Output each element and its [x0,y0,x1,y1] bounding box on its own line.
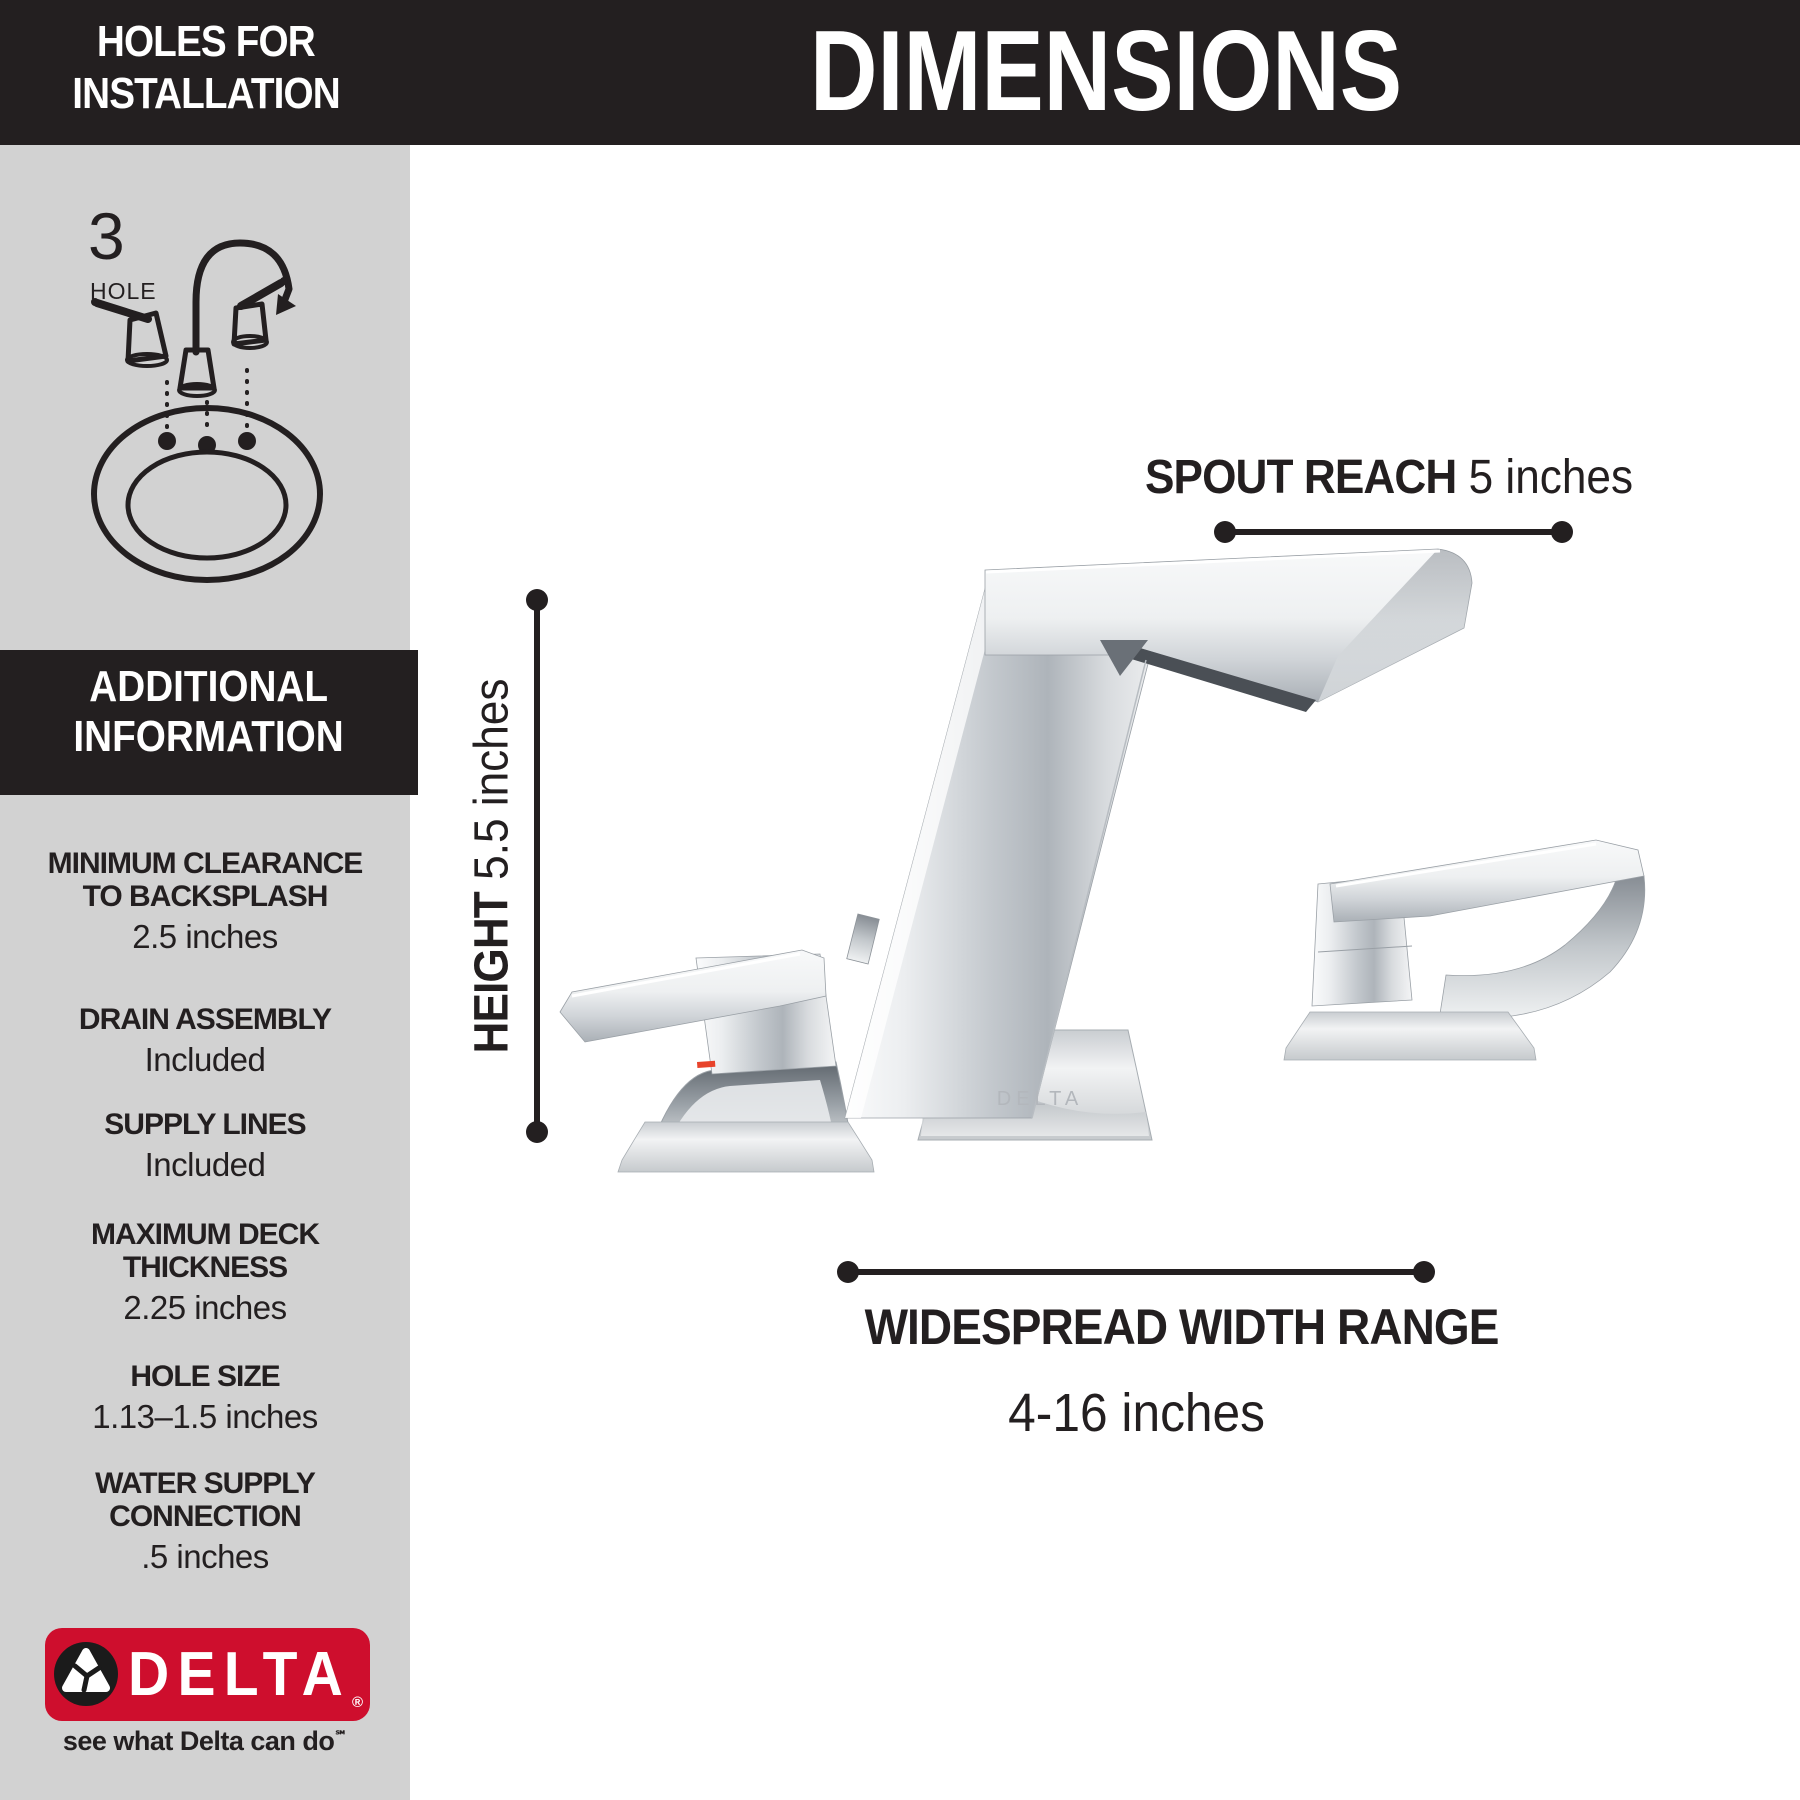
spec-min-clearance [40,847,370,955]
spec-drain-assembly [40,1003,370,1078]
faucet-left-handle [560,950,874,1172]
height-line [526,589,548,1143]
hole-count: 3 [88,199,125,273]
spec-water-supply-connection [40,1467,370,1575]
widespread-width-value: 4-16 inches [1008,1383,1266,1443]
spec-value: 2.25 inches [123,1289,287,1326]
hole-count-label: HOLE [90,278,157,304]
spec-value: 2.5 inches [132,918,278,955]
spec-value: Included [144,1146,266,1183]
spout-reach-label: SPOUT REACH 5 inches [1145,451,1634,504]
spec-supply-lines [40,1108,370,1183]
spec-value: 1.13–1.5 inches [92,1398,318,1435]
spec-label: MAXIMUM DECK THICKNESS [91,1218,319,1284]
additional-information-title: ADDITIONAL INFORMATION [0,650,418,795]
spout-reach-line [1214,521,1573,543]
service-mark: ℠ [334,1728,348,1743]
faucet-right-handle [1284,840,1645,1060]
widespread-width-label: WIDESPREAD WIDTH RANGE [864,1299,1499,1355]
spec-label: MINIMUM CLEARANCE TO BACKSPLASH [47,847,363,913]
registered-mark: ® [352,1694,364,1711]
page-title: DIMENSIONS [809,8,1403,135]
spec-value: Included [144,1041,266,1078]
holes-for-installation-title [0,16,412,120]
spec-label: SUPPLY LINES [104,1108,306,1141]
widespread-width-line [837,1261,1435,1283]
left-title-line2: INSTALLATION [72,69,340,118]
left-title-line1: HOLES FOR [97,17,315,66]
delta-brand-wordmark: DELTA [128,1640,352,1709]
height-label: HEIGHT 5.5 inches [465,678,519,1054]
spec-label: HOLE SIZE [130,1360,280,1393]
product-etch-label: DELTA [996,1088,1084,1110]
spec-max-deck-thickness [40,1218,370,1326]
delta-trillium-icon [54,1642,118,1706]
spec-value: .5 inches [141,1538,269,1575]
faucet-illustration [560,549,1645,1172]
spec-hole-size [40,1360,370,1435]
spec-label: WATER SUPPLY CONNECTION [95,1467,315,1533]
header-bar [0,0,1800,145]
delta-tagline: see what Delta can do℠ [62,1726,348,1756]
spec-label: DRAIN ASSEMBLY [78,1003,332,1036]
